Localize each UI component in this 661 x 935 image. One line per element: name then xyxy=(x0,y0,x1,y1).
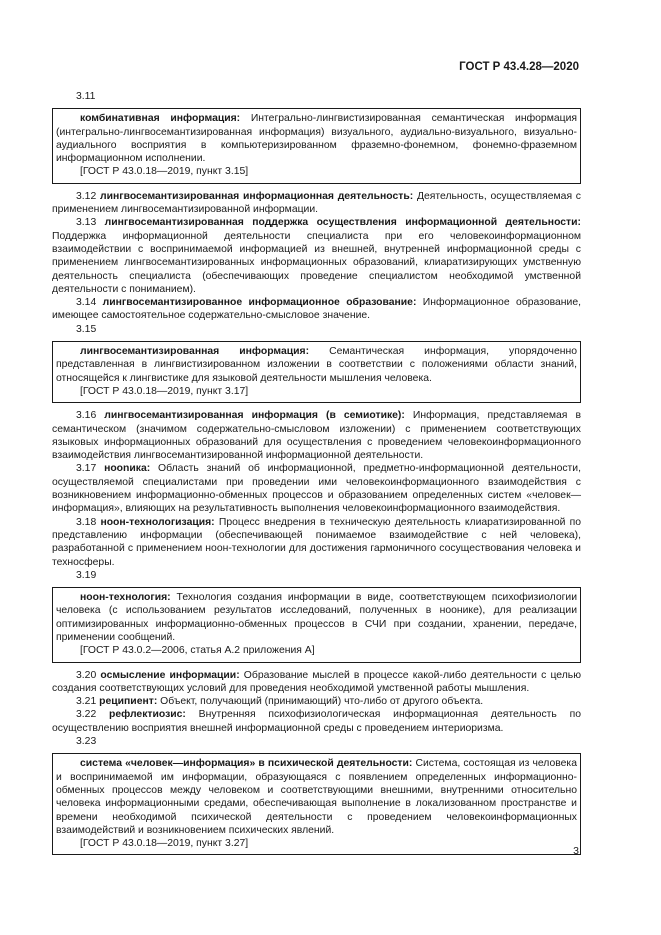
term-name: ноон-технологизация: xyxy=(100,516,215,528)
term-number: 3.19 xyxy=(76,569,97,581)
term-name: система «человек—информация» в психической деятельности: xyxy=(80,758,413,770)
term-entry xyxy=(52,669,581,696)
term-entry xyxy=(52,695,581,708)
term-number: 3.15 xyxy=(76,323,97,335)
quoted-definition-box xyxy=(52,108,581,183)
term-name: ноон-технология: xyxy=(80,592,171,604)
term-number: 3.20 xyxy=(76,669,97,681)
term-definition: Область знаний об информационной, предметно-информационной деятельности, осуществляемой специалистами при проведении ими человекоинформационного взаимодействия с возникновением информационно-обменных процессов и образованием определенных систем «человек—информация», влияющих на результативность выполнения человекоинформационного взаимодействия. xyxy=(52,463,582,515)
source-reference: [ГОСТ Р 43.0.18—2019, пункт 3.27] xyxy=(80,838,249,850)
term-name: рефлектиозис: xyxy=(109,709,186,721)
term-number: 3.23 xyxy=(76,736,97,748)
document-body xyxy=(52,90,581,861)
term-entry xyxy=(52,296,581,323)
term-number: 3.12 xyxy=(76,190,97,202)
term-entry xyxy=(52,516,581,569)
quoted-definition-box xyxy=(52,587,581,662)
term-definition: Поддержка информационной деятельности специалиста при его человекоинформационном взаимодействии с воспринимаемой информацией из внешней, внутренней информационной среды с применением лингвосемантизированных информационных образований, клиаратизирующих умственную деятельность специалиста (обеспечивающих проведение специалистом необходимой умственной деятельности с пониманием). xyxy=(52,230,581,295)
source-reference: [ГОСТ Р 43.0.2—2006, статья А.2 приложения А] xyxy=(80,645,315,657)
term-entry xyxy=(52,190,581,217)
term-definition: Интегрально-лингвистизированная семантическая информация (интегрально-лингвосемантизированная информация) визуального, аудиально-визуального, визуально-аудиального восприятия в компьютеризированном фраземно-фонемном, фонемно-фраземном информационном исполнении. xyxy=(56,113,577,165)
term-definition: Информационное образование, имеющее самостоятельное содержательно-смысловое значение. xyxy=(52,297,581,322)
term-definition: Информация, представляемая в семантическом (значимом содержательно-смысловом изложении) с применением соответствующих языковых информационных образований для осуществления с проведением человекоинформационного взаимодействия лингвосемантизированной информационной деятельности. xyxy=(52,410,581,462)
term-definition: Объект, получающий (принимающий) что-либо от другого объекта. xyxy=(157,696,484,708)
term-entry xyxy=(52,708,581,735)
term-definition: Процесс внедрения в техническую деятельность клиаратизированной по представлению информации (обеспечивающей понимаемое взаимодействие с ней человека), разработанной с применением ноон-технологии для достижения гармоничного сосуществования человека и техносферы. xyxy=(52,516,582,568)
term-number: 3.14 xyxy=(76,297,97,309)
term-number: 3.17 xyxy=(76,463,97,475)
term-name: осмысление информации: xyxy=(100,669,240,681)
source-reference: [ГОСТ Р 43.0.18—2019, пункт 3.15] xyxy=(80,166,249,178)
definition-text xyxy=(56,591,577,644)
term-name: реципиент: xyxy=(99,696,158,708)
term-name: лингвосемантизированная информация (в семиотике): xyxy=(104,410,405,422)
page-number: 3 xyxy=(573,845,579,857)
document-header: ГОСТ Р 43.4.28—2020 xyxy=(459,61,579,73)
term-number: 3.22 xyxy=(76,709,97,721)
term-definition: Внутренняя психофизиологическая информационная деятельность по осуществлению восприятия внешней информационной среды с проведением интериоризма. xyxy=(52,709,581,734)
term-number: 3.11 xyxy=(76,91,96,102)
definition-text xyxy=(56,345,577,385)
term-entry xyxy=(52,216,581,296)
quoted-definition-box xyxy=(52,341,581,403)
source-reference: [ГОСТ Р 43.0.18—2019, пункт 3.17] xyxy=(80,385,249,397)
definition-text xyxy=(56,112,577,165)
term-definition: Система, состоящая из человека и воспринимаемой им информации, образующаяся с появлением определенных информационно-обменных процессов между человеком и соответствующими внешними, внутренними относительно человека информационными средами, обеспечивающая выполнение в локализованном пространстве и времени необходимой психической деятельности с проведением человекоинформационных взаимодействий и возникновением психических явлений. xyxy=(56,758,577,836)
definition-text xyxy=(56,757,577,837)
term-definition: Образование мыслей в процессе какой-либо деятельности с целью создания соответствующих условий для проведения необходимой умственной работы мышления. xyxy=(52,669,581,694)
term-name: лингвосемантизированная поддержка осуществления информационной деятельности: xyxy=(104,217,581,229)
term-name: лингвосемантизированное информационное образование: xyxy=(102,297,417,309)
term-number: 3.16 xyxy=(76,410,97,422)
term-name: лингвосемантизированная информация: xyxy=(80,346,310,358)
quoted-definition-box xyxy=(52,753,581,855)
term-name: лингвосемантизированная информационная деятельность: xyxy=(99,190,414,202)
term-entry xyxy=(52,462,581,515)
term-number: 3.18 xyxy=(76,516,97,528)
term-name: ноonика: xyxy=(104,463,151,475)
term-definition: Семантическая информация, упорядоченно представленная в лингвистизированном изложении в соответствии с положениями области знаний, относящейся к лингвистике для языковой деятельности мышления человека. xyxy=(56,346,577,384)
term-number: 3.13 xyxy=(76,217,97,229)
term-number: 3.21 xyxy=(76,696,97,708)
term-name: комбинативная информация: xyxy=(80,113,241,125)
term-definition: Технология создания информации в виде, соответствующем психофизиологии человека (с использованием результатов исследований, полученных в ноонике), для реализации оптимизированных информационно-обменных процессов в СЧИ при создании, хранении, передаче, применении сообщений. xyxy=(56,592,577,643)
term-entry xyxy=(52,409,581,462)
term-definition: Деятельность, осуществляемая с применением лингвосемантизированной информации. xyxy=(52,190,582,216)
